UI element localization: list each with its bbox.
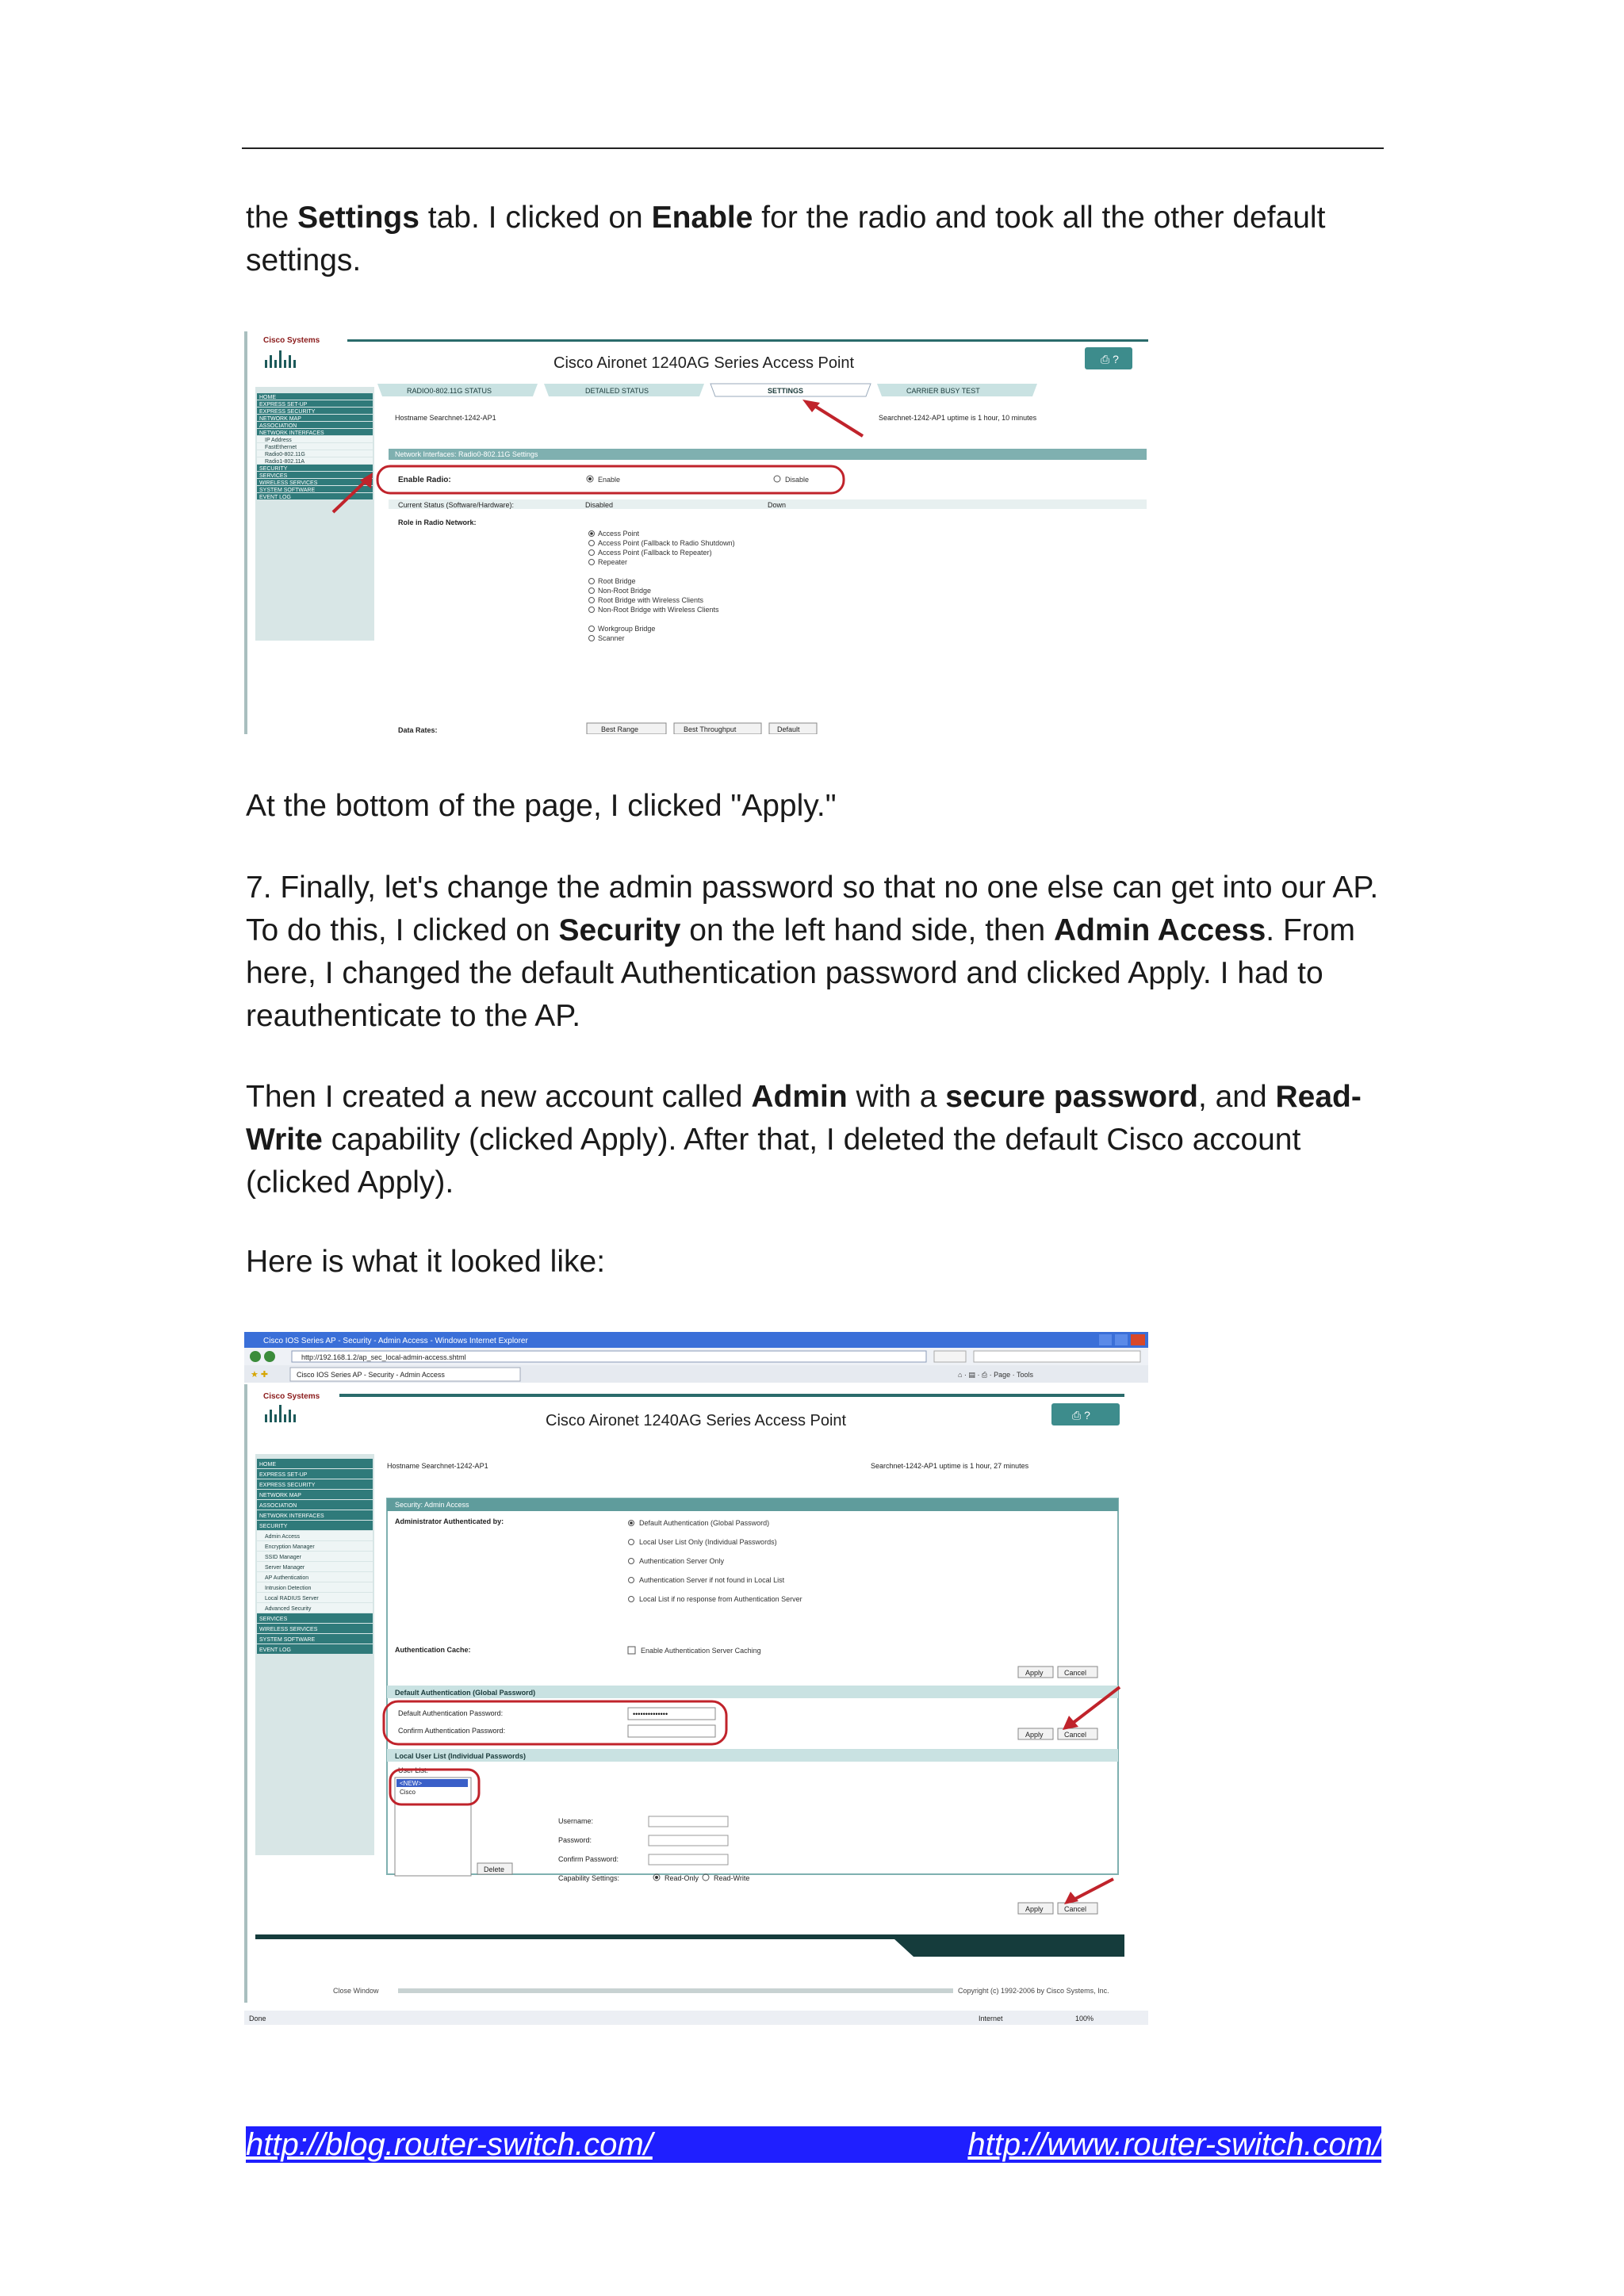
nav-item-label: SSID Manager xyxy=(265,1555,301,1560)
svg-text:Cancel: Cancel xyxy=(1064,1731,1087,1739)
paragraph-security: 7. Finally, let's change the admin password so that no one else can get into our AP. To do this, I clicked on Security on the left hand side, then Admin Access. From here, I changed the default Authentication password and clicked Apply. I had to reauthenticate to the AP. xyxy=(246,871,1379,1033)
svg-text:Data Rates:: Data Rates: xyxy=(398,726,438,734)
svg-text:Cisco IOS Series AP - Security: Cisco IOS Series AP - Security - Admin Access xyxy=(297,1371,445,1379)
role-label: Non-Root Bridge xyxy=(598,587,652,595)
svg-text:Best Throughput: Best Throughput xyxy=(684,725,737,733)
cisco-logo-text: Cisco Systems xyxy=(263,336,320,345)
svg-text:http://192.168.1.2/ap_sec_loca: http://192.168.1.2/ap_sec_local-admin-access.shtml xyxy=(301,1353,466,1361)
svg-text:Current Status (Software/Hardw: Current Status (Software/Hardware): xyxy=(398,501,515,509)
svg-text:Cisco: Cisco xyxy=(400,1789,416,1796)
role-label: Root Bridge xyxy=(598,577,636,585)
nav-item-label: SERVICES xyxy=(259,1617,288,1622)
auth-option-label: Local User List Only (Individual Passwords) xyxy=(639,1538,777,1546)
role-label: Repeater xyxy=(598,558,628,566)
nav-item-label: EXPRESS SET-UP xyxy=(259,402,308,408)
footer-blog-link[interactable]: http://blog.router-switch.com/ xyxy=(246,2127,653,2162)
svg-text:Cisco IOS Series AP - Security: Cisco IOS Series AP - Security - Admin Access - Windows Internet Explorer xyxy=(263,1337,528,1345)
header-rule xyxy=(242,147,1384,149)
nav-item-label: EXPRESS SECURITY xyxy=(259,1483,316,1488)
nav-item-label: SERVICES xyxy=(259,473,288,479)
svg-text:RADIO0-802.11G STATUS: RADIO0-802.11G STATUS xyxy=(407,387,492,395)
paragraph-settings: the Settings tab. I clicked on Enable for the radio and took all the other default settings. xyxy=(246,201,1326,277)
role-label: Workgroup Bridge xyxy=(598,625,656,633)
svg-text:Username:: Username: xyxy=(558,1817,594,1825)
svg-text:<NEW>: <NEW> xyxy=(400,1780,423,1787)
nav-item-label: NETWORK MAP xyxy=(259,1493,301,1498)
nav-item-label: HOME xyxy=(259,1462,276,1468)
nav-item-label: SYSTEM SOFTWARE xyxy=(259,1637,316,1643)
svg-text:Cisco Aironet 1240AG Series Ac: Cisco Aironet 1240AG Series Access Point xyxy=(546,1412,847,1429)
svg-text:Authentication Cache:: Authentication Cache: xyxy=(395,1646,471,1654)
nav-item-label: WIRELESS SERVICES xyxy=(259,1627,318,1632)
svg-text:Hostname Searchnet-1242-AP1: Hostname Searchnet-1242-AP1 xyxy=(395,414,496,422)
svg-text:Searchnet-1242-AP1 uptime is 1: Searchnet-1242-AP1 uptime is 1 hour, 27 minutes xyxy=(871,1462,1029,1470)
svg-text:Internet: Internet xyxy=(979,2015,1003,2022)
nav-item-label: Advanced Security xyxy=(265,1606,312,1612)
svg-text:Default Authentication Passwor: Default Authentication Password: xyxy=(398,1709,504,1717)
cache-checkbox xyxy=(628,1647,635,1654)
role-label: Access Point (Fallback to Radio Shutdown) xyxy=(598,539,735,547)
nav-item-label: WIRELESS SERVICES xyxy=(259,480,318,486)
svg-text:Disabled: Disabled xyxy=(585,501,614,509)
role-label: Access Point (Fallback to Repeater) xyxy=(598,549,712,557)
svg-text:User List:: User List: xyxy=(398,1766,429,1774)
nav-item-label: IP Address xyxy=(265,438,292,443)
svg-text:Default Authentication (Global: Default Authentication (Global Password) xyxy=(395,1689,536,1697)
svg-text:Default: Default xyxy=(777,725,800,733)
svg-text:CARRIER BUSY TEST: CARRIER BUSY TEST xyxy=(906,387,980,395)
nav-item-label: SECURITY xyxy=(259,466,288,472)
paragraph-admin-account: Then I created a new account called Admin with a secure password, and Read-Write capability (clicked Apply). After that, I deleted the default Cisco account (clicked Apply). xyxy=(246,1080,1362,1200)
svg-text:Confirm Password:: Confirm Password: xyxy=(558,1855,619,1863)
svg-text:Cisco Systems: Cisco Systems xyxy=(263,1392,320,1401)
svg-text:Role in Radio Network:: Role in Radio Network: xyxy=(398,519,477,526)
nav-item-label: NETWORK INTERFACES xyxy=(259,430,324,436)
svg-text:Network Interfaces: Radio0-802: Network Interfaces: Radio0-802.11G Settings xyxy=(395,450,538,458)
nav-item-label: SYSTEM SOFTWARE xyxy=(259,488,316,493)
screenshot-admin-access xyxy=(244,1332,1148,2033)
nav-item-label: NETWORK MAP xyxy=(259,416,301,422)
nav-item-label: FastEthernet xyxy=(265,445,297,450)
footer-site-link[interactable]: http://www.router-switch.com/ xyxy=(967,2127,1381,2162)
auth-option-label: Default Authentication (Global Password) xyxy=(639,1519,770,1527)
nav-item-label: EXPRESS SECURITY xyxy=(259,409,316,415)
page-title: Cisco Aironet 1240AG Series Access Point xyxy=(553,354,855,372)
nav-item-label: HOME xyxy=(259,395,276,400)
svg-text:Administrator Authenticated by: Administrator Authenticated by: xyxy=(395,1517,504,1525)
svg-text:Done: Done xyxy=(249,2015,266,2022)
role-label: Access Point xyxy=(598,530,640,538)
paragraph-apply: At the bottom of the page, I clicked "Apply." xyxy=(246,789,837,823)
svg-text:100%: 100% xyxy=(1075,2015,1094,2022)
svg-text:SETTINGS: SETTINGS xyxy=(768,387,804,395)
nav-item-label: NETWORK INTERFACES xyxy=(259,1513,324,1519)
svg-text:Cancel: Cancel xyxy=(1064,1905,1087,1913)
auth-option-label: Local List if no response from Authentication Server xyxy=(639,1595,802,1603)
nav-item-label: AP Authentication xyxy=(265,1575,309,1581)
nav-item-label: SECURITY xyxy=(259,1524,288,1529)
svg-text:Down: Down xyxy=(768,501,787,509)
print-icon: ⎙ ? xyxy=(1101,353,1119,365)
role-label: Root Bridge with Wireless Clients xyxy=(598,596,704,604)
svg-text:Enable: Enable xyxy=(598,476,621,484)
nav-item-label: ASSOCIATION xyxy=(259,423,297,429)
nav-item-label: EXPRESS SET-UP xyxy=(259,1472,308,1478)
close-icon xyxy=(1131,1334,1145,1345)
svg-text:Security: Admin Access: Security: Admin Access xyxy=(395,1501,469,1509)
svg-text:Password:: Password: xyxy=(558,1836,592,1844)
svg-text:Best Range: Best Range xyxy=(601,725,639,733)
svg-text:Enable Authentication Server C: Enable Authentication Server Caching xyxy=(641,1647,761,1655)
svg-text:Cancel: Cancel xyxy=(1064,1669,1087,1677)
svg-text:Apply: Apply xyxy=(1025,1669,1044,1677)
nav-item-label: EVENT LOG xyxy=(259,495,291,500)
nav-item-label: ASSOCIATION xyxy=(259,1503,297,1509)
nav-item-label: Local RADIUS Server xyxy=(265,1596,319,1601)
forward-icon xyxy=(264,1351,275,1362)
svg-text:Searchnet-1242-AP1 uptime is 1: Searchnet-1242-AP1 uptime is 1 hour, 10 minutes xyxy=(879,414,1037,422)
svg-text:Enable Radio:: Enable Radio: xyxy=(398,476,451,484)
nav-item-label: Intrusion Detection xyxy=(265,1586,312,1591)
svg-text:Read-Only: Read-Only xyxy=(665,1874,699,1882)
svg-text:Local User List (Individual Pa: Local User List (Individual Passwords) xyxy=(395,1752,527,1760)
svg-text:Close Window: Close Window xyxy=(333,1987,379,1995)
svg-text:Delete: Delete xyxy=(484,1866,505,1873)
print-icon: ⎙ ? xyxy=(1072,1409,1090,1422)
svg-text:Confirm Authentication Passwor: Confirm Authentication Password: xyxy=(398,1727,506,1735)
paragraph-looked-like: Here is what it looked like: xyxy=(246,1245,606,1279)
svg-text:Read-Write: Read-Write xyxy=(714,1874,750,1882)
footer-bar xyxy=(246,2126,1381,2163)
svg-text:DETAILED STATUS: DETAILED STATUS xyxy=(585,387,649,395)
svg-text:Hostname Searchnet-1242-AP1: Hostname Searchnet-1242-AP1 xyxy=(387,1462,488,1470)
role-label: Scanner xyxy=(598,634,625,642)
toolbar-icons: ⌂ · ▤ · ⎙ · Page · Tools xyxy=(958,1371,1033,1379)
svg-text:Capability Settings:: Capability Settings: xyxy=(558,1874,620,1882)
nav-item-label: EVENT LOG xyxy=(259,1647,291,1653)
role-label: Non-Root Bridge with Wireless Clients xyxy=(598,606,719,614)
auth-option-label: Authentication Server Only xyxy=(639,1557,725,1565)
nav-item-label: Encryption Manager xyxy=(265,1544,315,1550)
nav-item-label: Radio0-802.11G xyxy=(265,452,305,457)
nav-item-label: Radio1-802.11A xyxy=(265,459,305,465)
favorites-star-icon: ★ ✚ xyxy=(251,1370,269,1380)
svg-text:Apply: Apply xyxy=(1025,1731,1044,1739)
back-icon xyxy=(250,1351,261,1362)
confirm-password-field xyxy=(628,1725,715,1737)
auth-option-label: Authentication Server if not found in Local List xyxy=(639,1576,785,1584)
nav-item-label: Server Manager xyxy=(265,1565,305,1571)
screenshot-radio-settings xyxy=(244,331,1148,734)
svg-text:Copyright (c) 1992-2006 by Cis: Copyright (c) 1992-2006 by Cisco Systems, Inc. xyxy=(958,1987,1109,1995)
svg-text:Apply: Apply xyxy=(1025,1905,1044,1913)
svg-text:Disable: Disable xyxy=(785,476,810,484)
svg-text:••••••••••••••: •••••••••••••• xyxy=(633,1710,668,1718)
nav-item-label: Admin Access xyxy=(265,1534,300,1540)
